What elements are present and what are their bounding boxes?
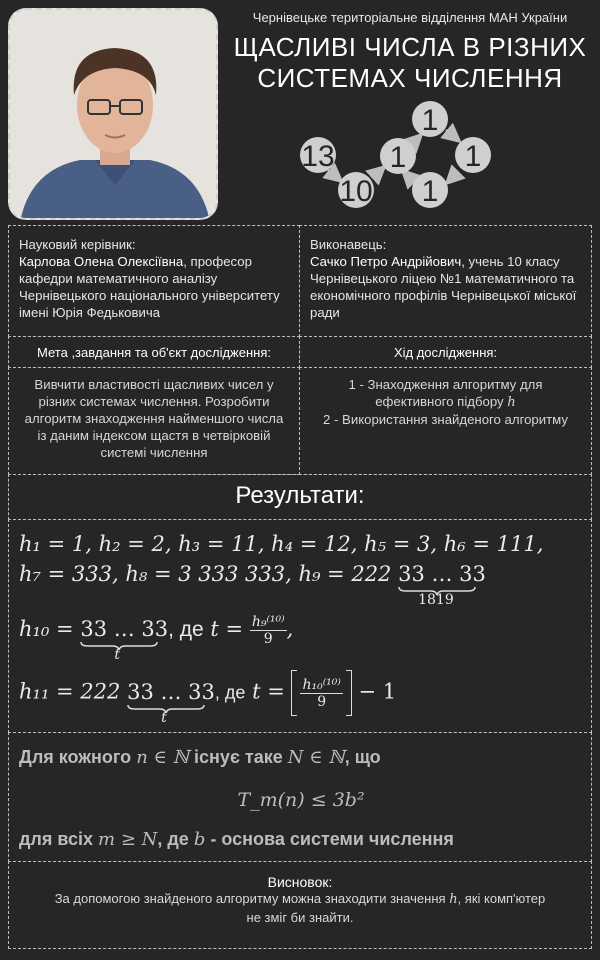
theorem-text: - основа системи числення — [210, 829, 454, 849]
organization-name: Чернівецьке територіальне відділення МАН України — [252, 10, 568, 25]
goal-cell — [8, 367, 300, 475]
underbrace-1819 — [398, 562, 486, 608]
brace-content: 33 … 33 — [127, 679, 215, 704]
supervisor-cell — [8, 225, 300, 337]
supervisor-name: Карлова Олена Олексіївна — [19, 254, 184, 269]
page-title — [222, 32, 598, 94]
bracket-expression — [291, 670, 351, 716]
theorem-formula: T_m(n) ≤ 3b² — [237, 789, 365, 811]
brace-subscript: 1819 — [418, 592, 454, 608]
node-label: 10 — [339, 175, 373, 208]
edge-10-1 — [372, 168, 383, 178]
theorem-line-3 — [19, 829, 454, 850]
underbrace-t — [80, 617, 169, 663]
progress-header-cell — [299, 336, 592, 368]
brace-content: 33 … 33 — [398, 562, 486, 586]
conclusion-text-b: , які комп'ютер не зміг би знайти. — [246, 891, 546, 925]
author-photo — [8, 8, 218, 220]
theorem-line-1 — [19, 747, 381, 768]
theorem-math: N ∈ ℕ — [287, 747, 345, 768]
results-formulas — [8, 519, 592, 733]
progress-list — [300, 368, 591, 428]
formula-line-3 — [19, 614, 294, 663]
title-line-2: СИСТЕМАХ ЧИСЛЕННЯ — [257, 63, 563, 93]
formula-line-4-lhs: h₁₁ = 222 — [19, 679, 121, 704]
edge-right-bottom — [448, 172, 458, 182]
formula-line-4-de: , де — [214, 682, 246, 703]
results-title: Результати: — [235, 482, 365, 509]
theorem-text: , де — [157, 829, 189, 849]
happy-number-graph — [290, 98, 510, 218]
theorem-cell — [8, 732, 592, 862]
theorem-math: b — [193, 829, 206, 850]
author-info — [310, 253, 583, 321]
conclusion-cell — [8, 861, 592, 949]
formula-line-4-t: t = — [252, 679, 285, 704]
theorem-text: існує таке — [194, 747, 283, 767]
fraction-denominator: 9 — [317, 693, 327, 710]
theorem-text: для всіх — [19, 829, 94, 849]
fraction-numerator: h₉⁽¹⁰⁾ — [251, 614, 285, 630]
supervisor-details: , професор кафедри математичного аналізу Чернівецького національного університету імені Юрія Федьковича — [19, 254, 280, 320]
conclusion-title: Висновок: — [267, 874, 333, 890]
progress-item-1-text: 1 - Знаходження алгоритму для ефективного підбору — [348, 377, 543, 409]
progress-item-2: 2 - Використання знайденого алгоритму — [323, 412, 568, 427]
goal-text: Вивчити властивості щасливих чисел у різних системах числення. Розробити алгоритм знаходження найменшого числа із даним індексом щастя в четвірковій системі числення — [24, 377, 284, 460]
conclusion-symbol: h — [449, 892, 458, 907]
formula-line-2-text: h₇ = 333, h₈ = 3 333 333, h₉ = 222 — [19, 562, 392, 586]
theorem-math: n ∈ ℕ — [136, 747, 190, 768]
supervisor-label: Науковий керівник: — [19, 237, 136, 252]
brace-subscript: t — [161, 709, 167, 726]
node-label: 1 — [421, 104, 439, 137]
fraction-numerator: h₁₀⁽¹⁰⁾ — [302, 676, 341, 693]
author-name: Сачко Петро Андрійович — [310, 254, 462, 269]
conclusion-text-a: За допомогою знайденого алгоритму можна знаходити значення — [54, 891, 446, 906]
node-label: 13 — [301, 140, 335, 173]
author-details: , учень 10 класу Чернівецького ліцею №1 математичного та економічного профілів Чернівецької міської ради — [310, 254, 577, 320]
theorem-text: Для кожного — [19, 747, 132, 767]
progress-header: Хід дослідження: — [393, 345, 498, 360]
brace-content: 33 … 33 — [80, 617, 169, 641]
supervisor-info — [19, 253, 291, 321]
conclusion-text — [9, 890, 591, 927]
node-label: 1 — [464, 140, 482, 173]
title-line-1: ЩАСЛИВІ ЧИСЛА В РІЗНИХ — [233, 32, 587, 62]
formula-line-3-t: t = — [210, 617, 244, 641]
portrait-image — [10, 10, 218, 220]
fraction — [297, 677, 345, 710]
author-label: Виконавець: — [310, 237, 387, 252]
underbrace-t-2 — [127, 679, 215, 726]
formula-line-3-end: , — [286, 617, 294, 641]
node-label: 1 — [421, 175, 439, 208]
fraction-denominator: 9 — [263, 631, 273, 647]
node-label: 1 — [389, 141, 407, 174]
theorem-text: , що — [344, 747, 381, 767]
fraction — [250, 614, 287, 647]
right-bracket — [346, 670, 352, 716]
goal-header-cell — [8, 336, 300, 368]
theorem-math: m ≥ N — [98, 829, 158, 850]
author-cell — [299, 225, 592, 337]
results-title-cell — [8, 474, 592, 520]
edge-1-top — [412, 136, 420, 144]
formula-line-4-end: − 1 — [358, 679, 397, 704]
formula-line-1: h₁ = 1, h₂ = 2, h₃ = 11, h₄ = 12, h₅ = 3, h₆ = 111, — [19, 532, 544, 556]
edge-top-right — [446, 130, 458, 140]
formula-line-3-lhs: h₁₀ = — [19, 617, 74, 641]
formula-line-3-de: , де — [168, 618, 204, 641]
brace-subscript: t — [114, 647, 120, 663]
progress-item-1-symbol: h — [507, 395, 516, 410]
formula-line-2 — [19, 562, 486, 608]
progress-cell — [299, 367, 592, 475]
progress-item-1 — [322, 376, 569, 411]
formula-line-4 — [19, 670, 397, 726]
goal-header: Мета ,завдання та об'єкт дослідження: — [37, 345, 271, 360]
